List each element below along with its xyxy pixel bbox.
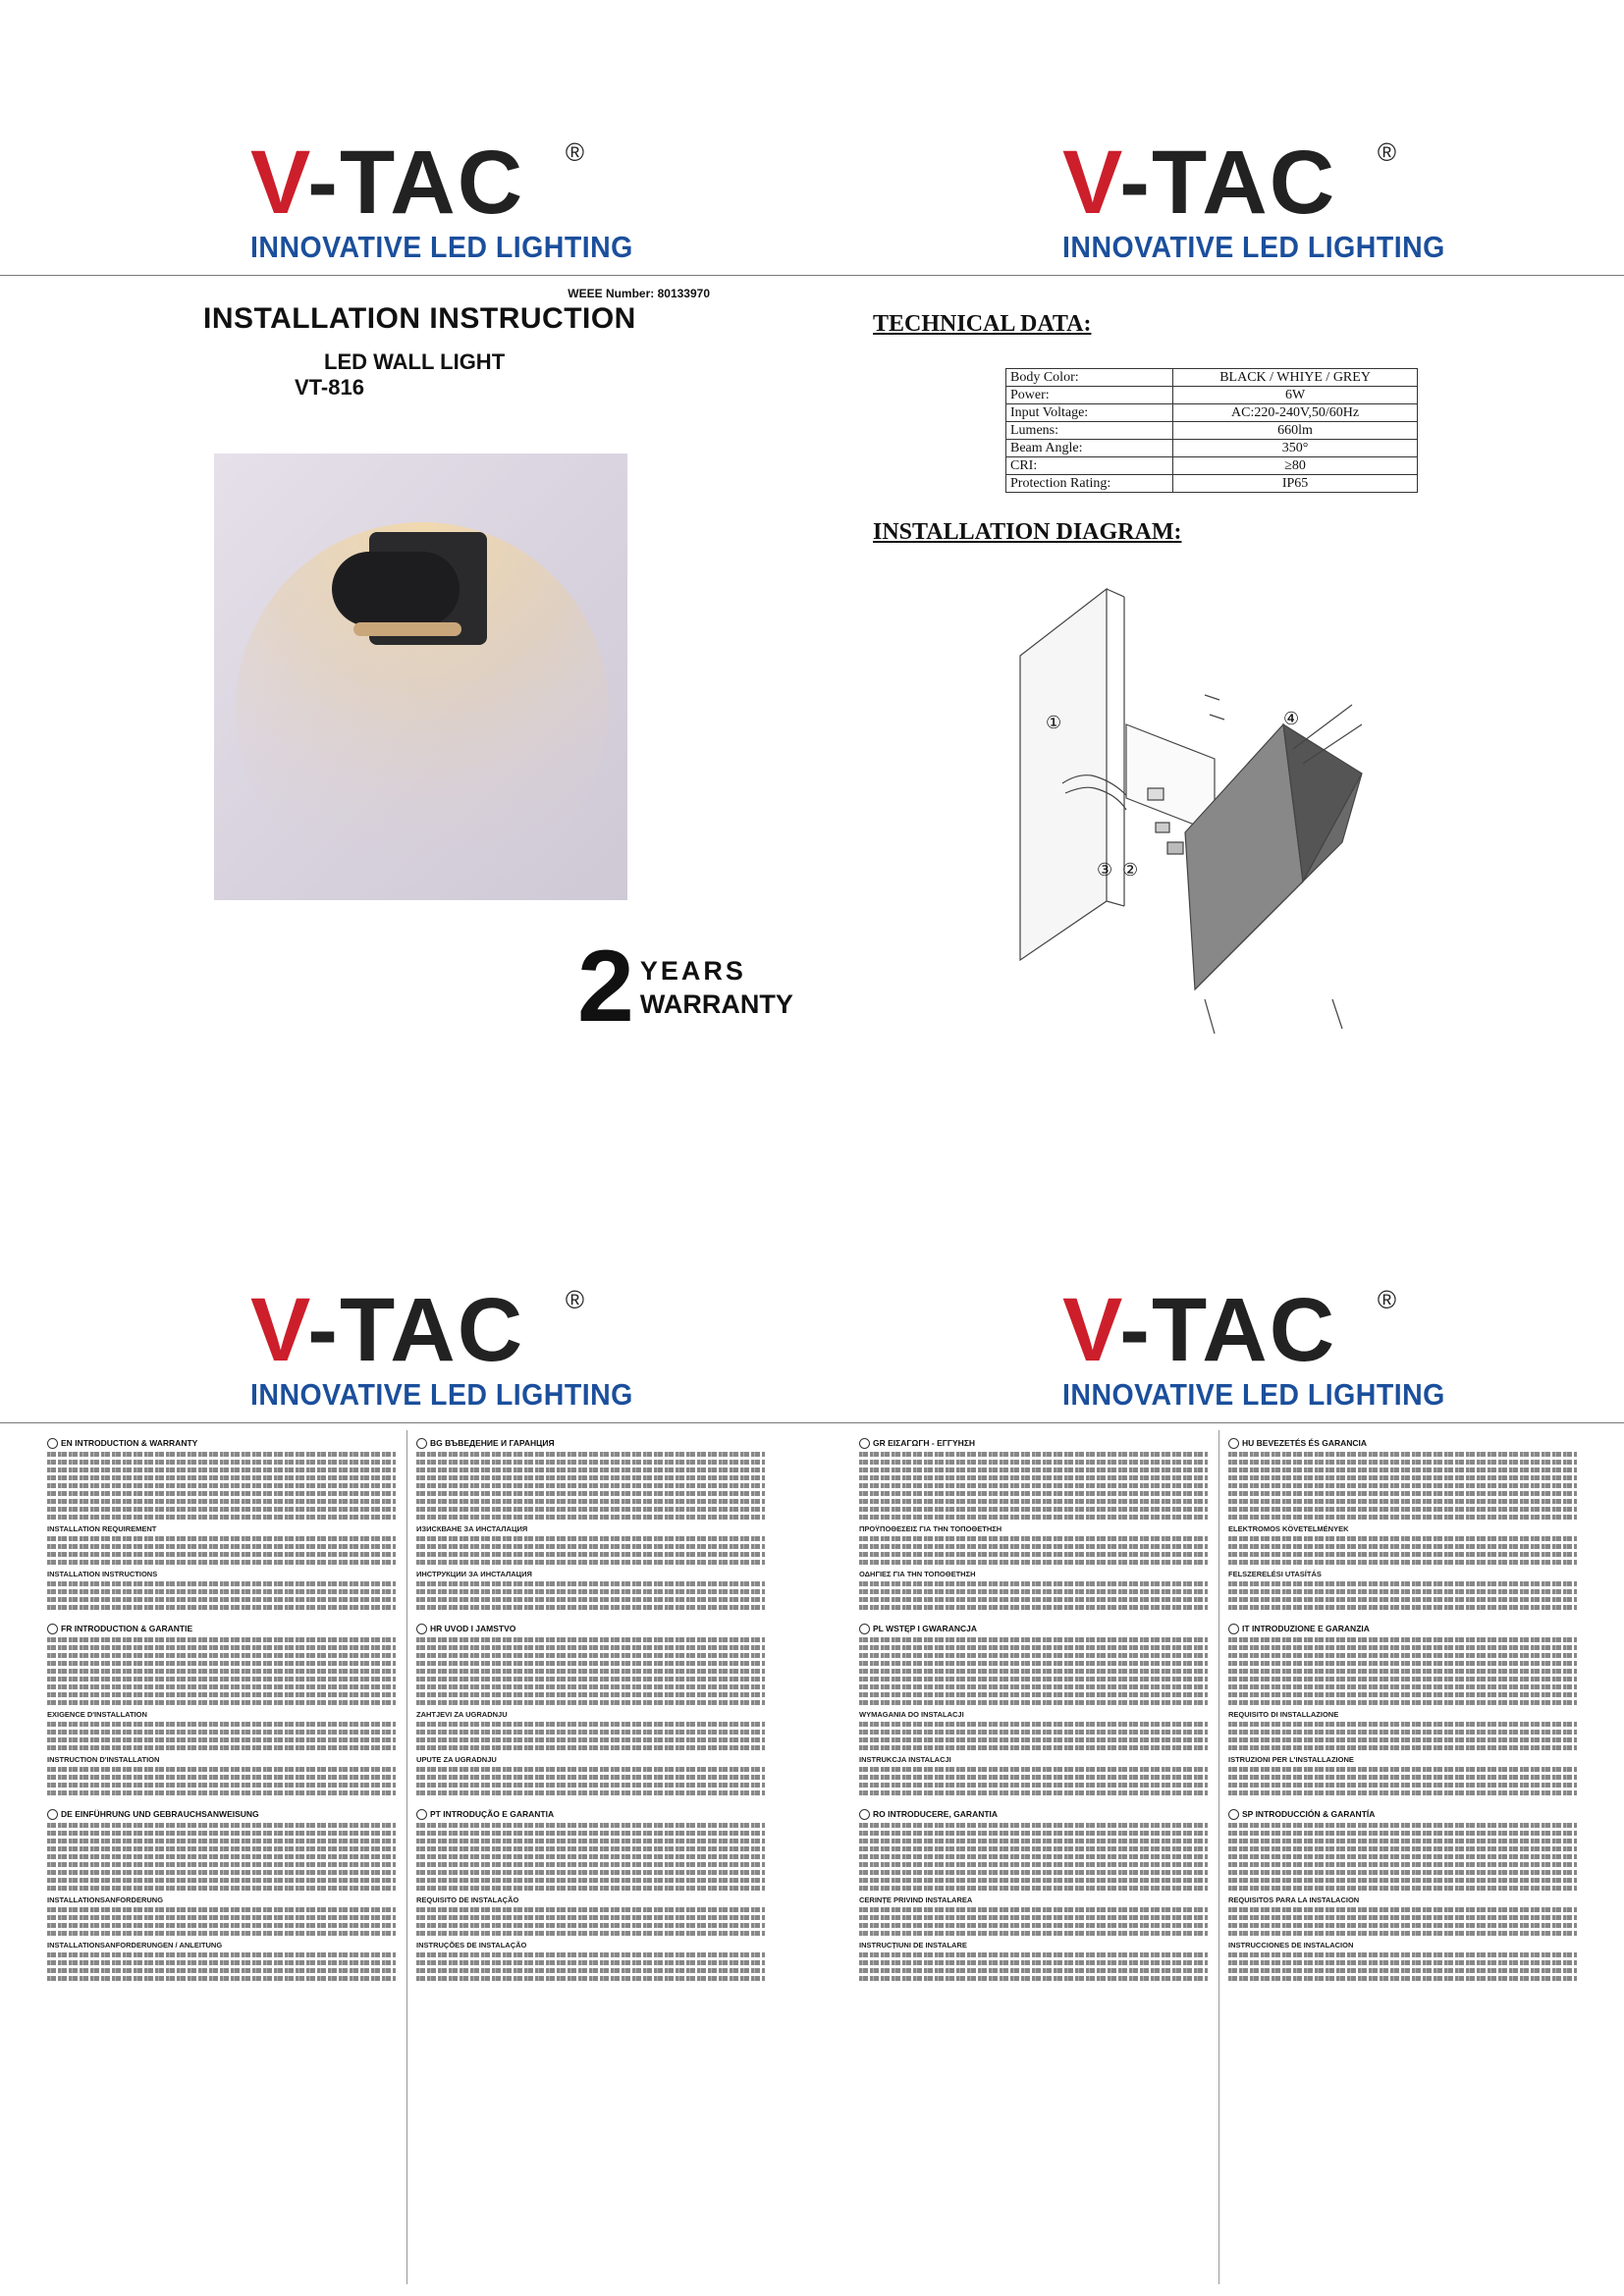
technical-data-heading: TECHNICAL DATA:: [873, 311, 1092, 337]
sub-heading: ИЗИСКВАНЕ ЗА ИНСТАЛАЦИЯ: [416, 1524, 528, 1533]
spec-row: [1006, 387, 1418, 404]
body-text: [47, 1637, 396, 1705]
language-section: [47, 1624, 396, 1795]
sub-heading: FELSZERELÉSI UTASÍTÁS: [1228, 1570, 1322, 1578]
spec-value: IP65: [1173, 475, 1418, 493]
language-flag-icon: [416, 1624, 427, 1634]
body-text: [1228, 1637, 1577, 1705]
spec-value: 350°: [1173, 440, 1418, 457]
product-heading: [295, 349, 506, 400]
diagram-label-1: ①: [1046, 713, 1062, 732]
diagram-label-4: ④: [1283, 709, 1300, 728]
section-code: RO: [873, 1808, 886, 1819]
body-text: [416, 1767, 765, 1795]
cover-page: [0, 0, 812, 1148]
vtac-logo: V-TAC ® INNOVATIVE LED LIGHTING: [250, 133, 633, 264]
body-text: [47, 1581, 396, 1610]
spec-label: Protection Rating:: [1006, 475, 1173, 493]
language-flag-icon: [1228, 1624, 1239, 1634]
spec-value: BLACK / WHIYE / GREY: [1173, 369, 1418, 387]
body-text: [1228, 1767, 1577, 1795]
section-code: PL: [873, 1623, 884, 1633]
body-text: [47, 1952, 396, 1981]
spec-row: [1006, 457, 1418, 475]
multilingual-page-2: [812, 1148, 1624, 2295]
installation-diagram: [1008, 587, 1421, 1058]
sub-heading: EXIGENCE D'INSTALLATION: [47, 1710, 147, 1719]
spec-label: Body Color:: [1006, 369, 1173, 387]
body-text: [859, 1452, 1208, 1520]
spec-row: [1006, 404, 1418, 422]
spec-row: [1006, 422, 1418, 440]
spec-value: 660lm: [1173, 422, 1418, 440]
body-text: [416, 1722, 765, 1750]
vtac-logo: V-TAC ® INNOVATIVE LED LIGHTING: [1062, 133, 1445, 264]
section-code: PT: [430, 1808, 441, 1819]
sub-heading: INSTRUCCIONES DE INSTALACION: [1228, 1941, 1354, 1949]
body-text: [1228, 1823, 1577, 1891]
sub-heading: INSTALLATION INSTRUCTIONS: [47, 1570, 158, 1578]
sub-heading: REQUISITO DE INSTALAÇÃO: [416, 1896, 519, 1904]
body-text: [47, 1536, 396, 1565]
warranty-badge: 2 YEARS WARRANTY: [577, 930, 793, 1043]
product-model: VT-816: [295, 375, 364, 400]
document-title: INSTALLATION INSTRUCTION: [203, 302, 636, 335]
header-divider: [0, 1422, 812, 1423]
language-section: [1228, 1624, 1577, 1795]
sub-heading: INSTALLATIONSANFORDERUNGEN / ANLEITUNG: [47, 1941, 223, 1949]
language-flag-icon: [47, 1809, 58, 1820]
language-flag-icon: [1228, 1809, 1239, 1820]
header-divider: [0, 275, 812, 276]
body-text: [416, 1823, 765, 1891]
spec-row: [1006, 475, 1418, 493]
right-column: [416, 1438, 765, 1995]
body-text: [859, 1536, 1208, 1565]
spec-label: Power:: [1006, 387, 1173, 404]
section-heading: INTRODUCCIÓN & GARANTÍA: [1255, 1808, 1376, 1819]
language-section: [47, 1809, 396, 1981]
sub-heading: INSTRUCTION D'INSTALLATION: [47, 1755, 160, 1764]
spec-value: ≥80: [1173, 457, 1418, 475]
language-flag-icon: [859, 1438, 870, 1449]
diagram-label-3: ③: [1097, 860, 1113, 880]
section-heading: INTRODUCTION & GARANTIE: [74, 1623, 193, 1633]
language-section: [416, 1438, 765, 1610]
sub-heading: INSTRUCȚIUNI DE INSTALARE: [859, 1941, 967, 1949]
spec-value: AC:220-240V,50/60Hz: [1173, 404, 1418, 422]
section-code: BG: [430, 1437, 443, 1448]
section-code: IT: [1242, 1623, 1250, 1633]
left-column: [859, 1438, 1208, 1995]
spec-label: Input Voltage:: [1006, 404, 1173, 422]
section-heading: INTRODUCTION & WARRANTY: [75, 1437, 198, 1448]
technical-page: [812, 0, 1624, 1148]
spec-table: [1005, 368, 1418, 493]
installation-diagram-heading: INSTALLATION DIAGRAM:: [873, 519, 1182, 545]
language-section: [416, 1809, 765, 1981]
language-flag-icon: [859, 1624, 870, 1634]
body-text: [1228, 1452, 1577, 1520]
section-code: EN: [61, 1437, 73, 1448]
section-code: FR: [61, 1623, 73, 1633]
section-code: HU: [1242, 1437, 1255, 1448]
body-text: [859, 1952, 1208, 1981]
language-flag-icon: [47, 1438, 58, 1449]
header-divider: [812, 275, 1624, 276]
body-text: [859, 1581, 1208, 1610]
sub-heading: WYMAGANIA DO INSTALACJI: [859, 1710, 964, 1719]
body-text: [1228, 1907, 1577, 1936]
language-section: [859, 1438, 1208, 1610]
sub-heading: ΟΔΗΓΙΕΣ ΓΙΑ ΤΗΝ ΤΟΠΟΘΕΤΗΣΗ: [859, 1570, 976, 1578]
vtac-logo: V-TAC ® INNOVATIVE LED LIGHTING: [1062, 1280, 1445, 1412]
body-text: [416, 1637, 765, 1705]
body-text: [416, 1536, 765, 1565]
logo-tagline: INNOVATIVE LED LIGHTING: [250, 230, 633, 264]
body-text: [47, 1767, 396, 1795]
column-divider: [406, 1430, 407, 2284]
sub-heading: REQUISITOS PARA LA INSTALACION: [1228, 1896, 1360, 1904]
logo-tagline: INNOVATIVE LED LIGHTING: [1062, 1377, 1445, 1412]
body-text: [859, 1722, 1208, 1750]
weee-number: WEEE Number: 80133970: [568, 287, 710, 300]
left-column: [47, 1438, 396, 1995]
body-text: [47, 1722, 396, 1750]
section-heading: EINFÜHRUNG UND GEBRAUCHSANWEISUNG: [75, 1808, 259, 1819]
language-flag-icon: [1228, 1438, 1239, 1449]
spec-label: CRI:: [1006, 457, 1173, 475]
body-text: [416, 1452, 765, 1520]
body-text: [1228, 1952, 1577, 1981]
section-code: SP: [1242, 1808, 1254, 1819]
language-section: [859, 1624, 1208, 1795]
section-heading: BEVEZETÉS ÉS GARANCIA: [1256, 1437, 1368, 1448]
right-column: [1228, 1438, 1577, 1995]
logo-tagline: INNOVATIVE LED LIGHTING: [250, 1377, 633, 1412]
spec-row: [1006, 440, 1418, 457]
language-flag-icon: [416, 1809, 427, 1820]
body-text: [416, 1581, 765, 1610]
language-section: [416, 1624, 765, 1795]
sub-heading: CERINȚE PRIVIND INSTALAREA: [859, 1896, 973, 1904]
language-flag-icon: [416, 1438, 427, 1449]
sub-heading: ZAHTJEVI ZA UGRADNJU: [416, 1710, 508, 1719]
spec-label: Beam Angle:: [1006, 440, 1173, 457]
body-text: [47, 1452, 396, 1520]
section-heading: WSTĘP I GWARANCJA: [886, 1623, 977, 1633]
sub-heading: REQUISITO DI INSTALLAZIONE: [1228, 1710, 1339, 1719]
header-divider: [812, 1422, 1624, 1423]
sub-heading: INSTALLATIONSANFORDERUNG: [47, 1896, 164, 1904]
language-section: [1228, 1438, 1577, 1610]
language-section: [1228, 1809, 1577, 1981]
diagram-label-2: ②: [1122, 860, 1139, 880]
body-text: [47, 1907, 396, 1936]
spec-label: Lumens:: [1006, 422, 1173, 440]
section-heading: INTRODUÇÃO E GARANTIA: [443, 1808, 555, 1819]
vtac-logo: V-TAC ® INNOVATIVE LED LIGHTING: [250, 1280, 633, 1412]
body-text: [416, 1907, 765, 1936]
language-flag-icon: [47, 1624, 58, 1634]
language-section: [859, 1809, 1208, 1981]
section-heading: ΕΙΣΑΓΩΓΗ - ΕΓΓΥΗΣΗ: [888, 1437, 976, 1448]
section-heading: UVOD I JAMSTVO: [444, 1623, 516, 1633]
sub-heading: INSTRUÇÕES DE INSTALAÇÃO: [416, 1941, 527, 1949]
multilingual-page-1: [0, 1148, 812, 2295]
body-text: [859, 1823, 1208, 1891]
spec-value: 6W: [1173, 387, 1418, 404]
body-text: [416, 1952, 765, 1981]
sub-heading: ELEKTROMOS KÖVETELMÉNYEK: [1228, 1524, 1349, 1533]
body-text: [1228, 1536, 1577, 1565]
sub-heading: INSTRUKCJA INSTALACJI: [859, 1755, 951, 1764]
product-photo: [214, 454, 627, 900]
spec-row: [1006, 369, 1418, 387]
sub-heading: ΠΡΟΫΠΟΘΕΣΕΙΣ ΓΙΑ ΤΗΝ ΤΟΠΟΘΕΤΗΣΗ: [859, 1524, 1002, 1533]
body-text: [859, 1767, 1208, 1795]
section-code: DE: [61, 1808, 73, 1819]
body-text: [1228, 1722, 1577, 1750]
sub-heading: ИНСТРУКЦИИ ЗА ИНСТАЛАЦИЯ: [416, 1570, 532, 1578]
body-text: [47, 1823, 396, 1891]
section-code: HR: [430, 1623, 443, 1633]
section-heading: ВЪВЕДЕНИЕ И ГАРАНЦИЯ: [445, 1437, 555, 1448]
section-heading: INTRODUZIONE E GARANZIA: [1251, 1623, 1370, 1633]
language-section: [47, 1438, 396, 1610]
body-text: [859, 1637, 1208, 1705]
sub-heading: INSTALLATION REQUIREMENT: [47, 1524, 157, 1533]
body-text: [859, 1907, 1208, 1936]
logo-tagline: INNOVATIVE LED LIGHTING: [1062, 230, 1445, 264]
body-text: [1228, 1581, 1577, 1610]
section-heading: INTRODUCERE, GARANTIA: [888, 1808, 999, 1819]
section-code: GR: [873, 1437, 886, 1448]
sub-heading: UPUTE ZA UGRADNJU: [416, 1755, 497, 1764]
column-divider: [1218, 1430, 1219, 2284]
product-line: LED WALL LIGHT: [324, 349, 506, 374]
language-flag-icon: [859, 1809, 870, 1820]
sub-heading: ISTRUZIONI PER L'INSTALLAZIONE: [1228, 1755, 1354, 1764]
